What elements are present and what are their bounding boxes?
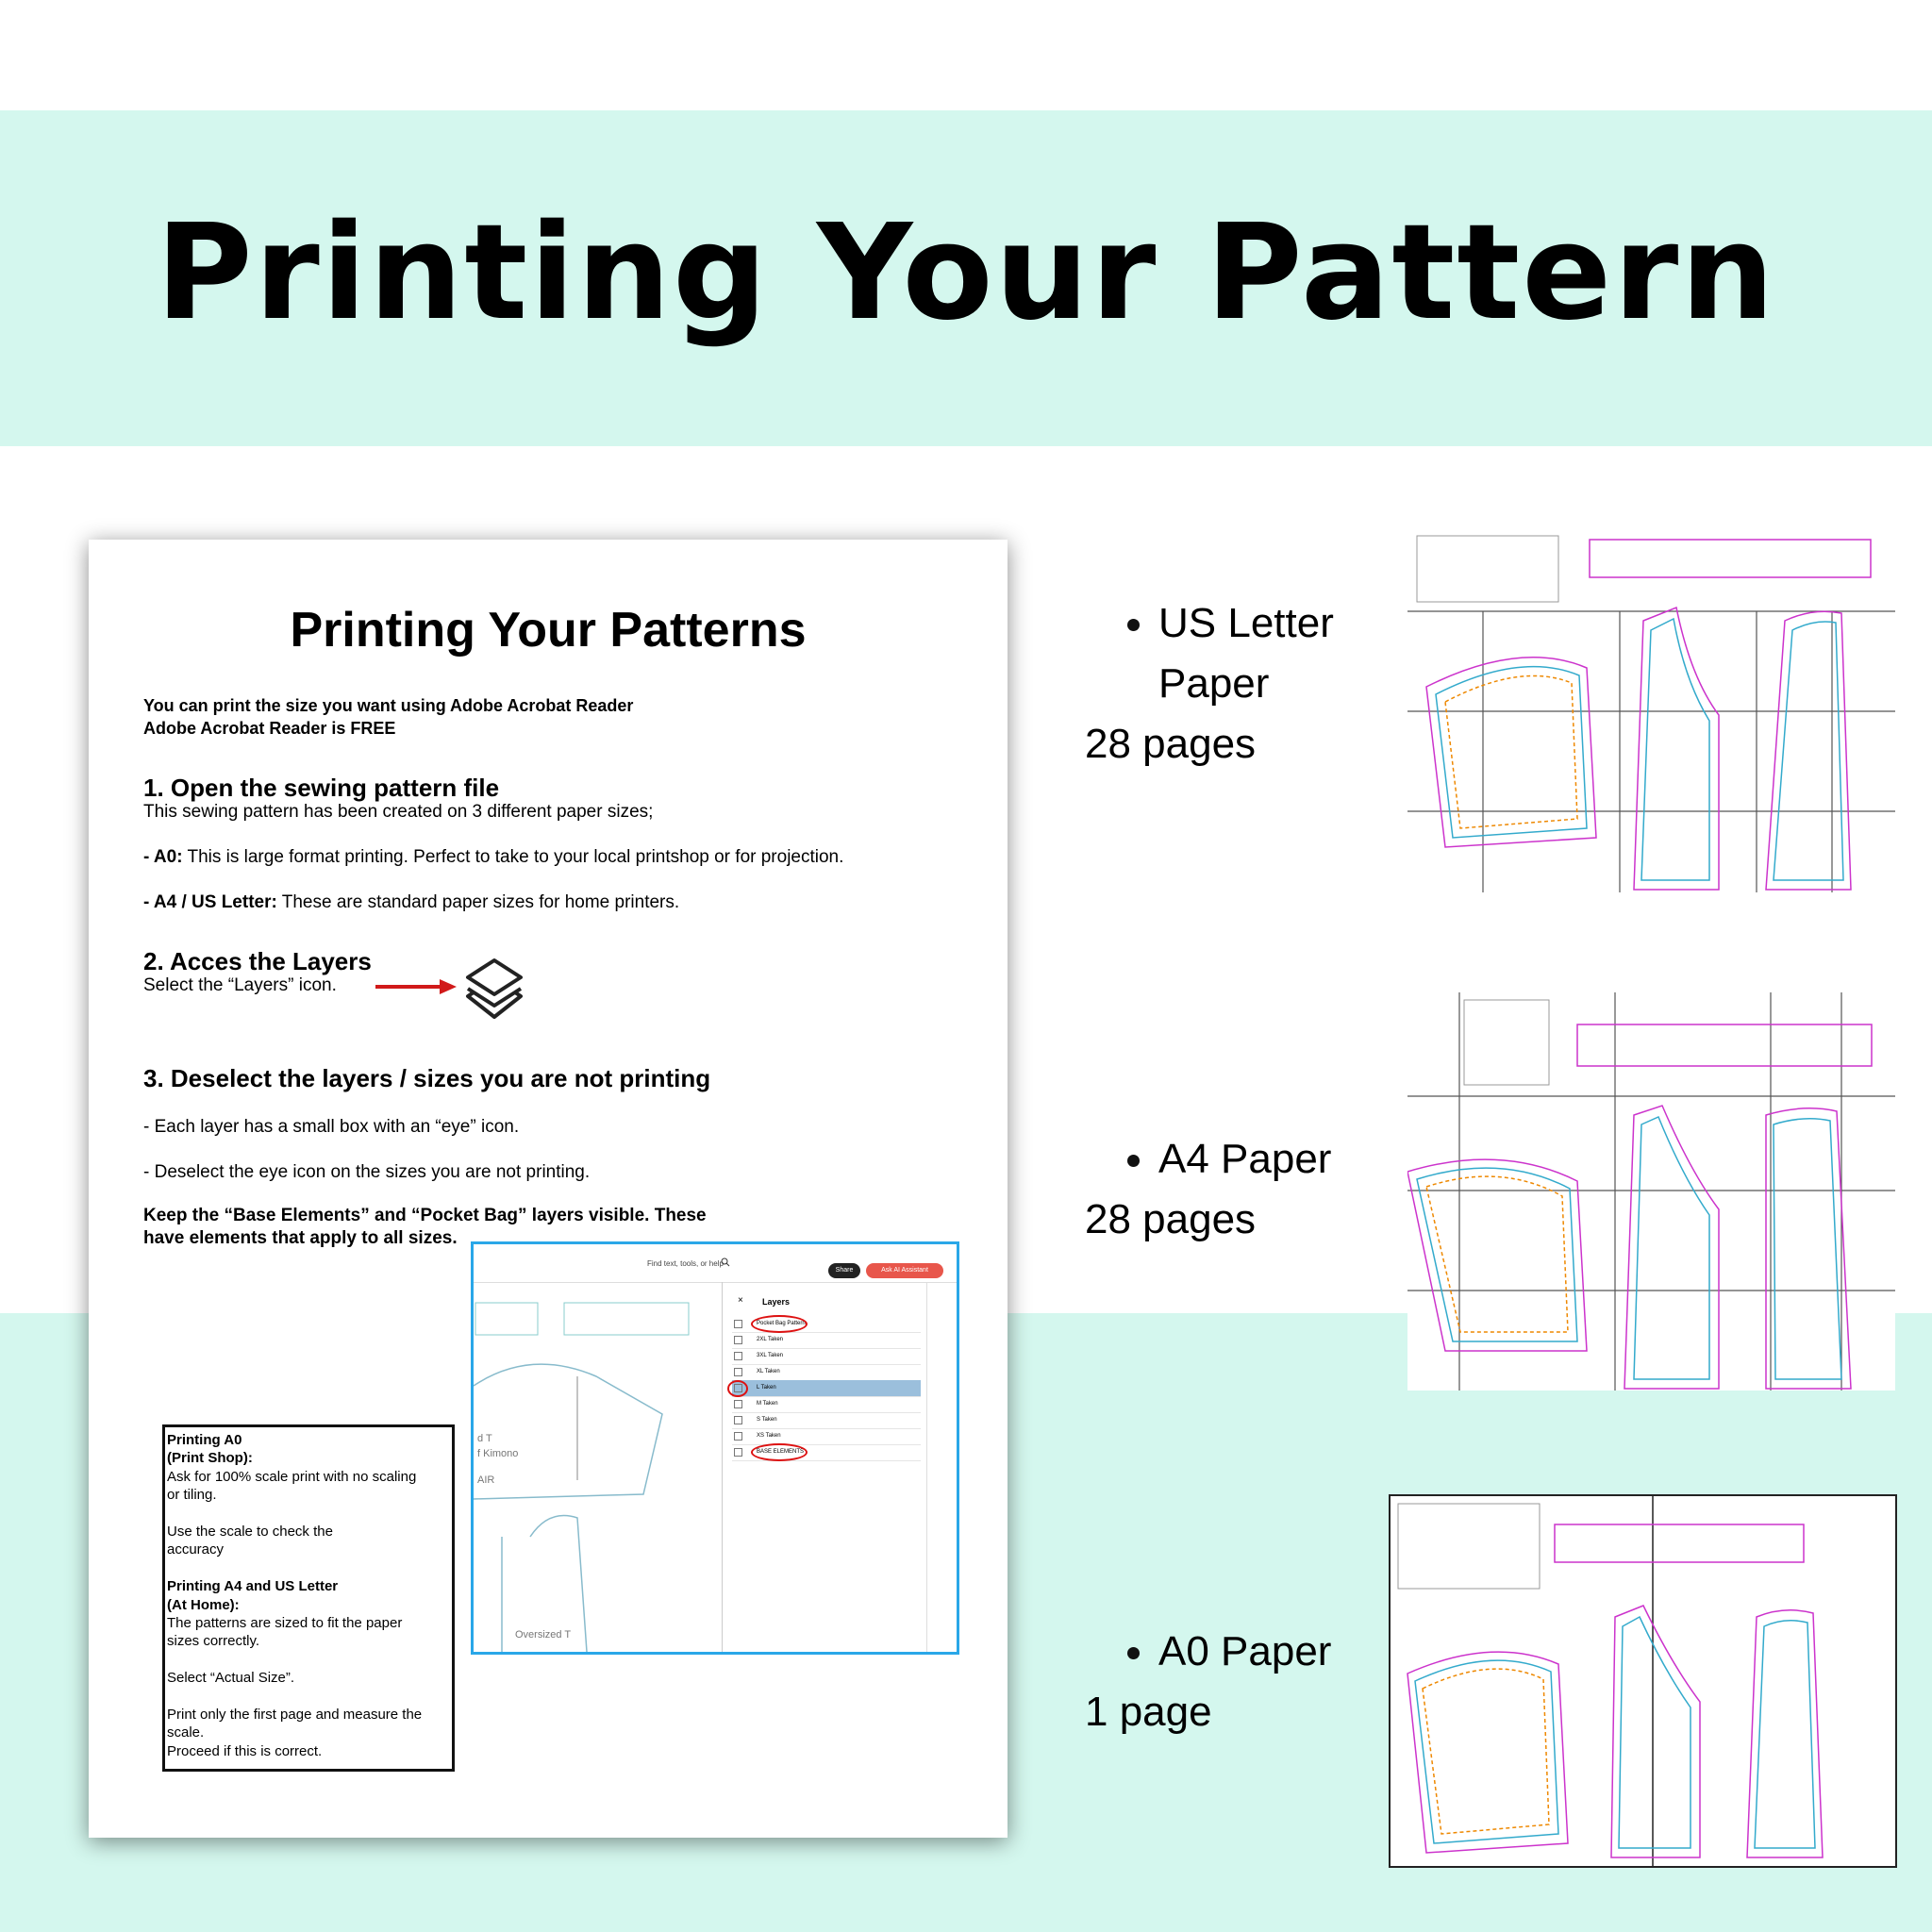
a4-paper-label: A4 Paper xyxy=(1158,1136,1332,1182)
step3-text-2: - Deselect the eye icon on the sizes you are not printing. xyxy=(143,1162,591,1182)
info-line: Select “Actual Size”. xyxy=(167,1670,295,1687)
info-line: The patterns are sized to fit the paper xyxy=(167,1615,403,1631)
layer-label: 3XL Taken xyxy=(757,1353,784,1358)
eye-checkbox xyxy=(734,1352,742,1360)
layer-label: L Taken xyxy=(757,1385,776,1391)
note-line-1: Keep the “Base Elements” and “Pocket Bag” layers visible. These xyxy=(143,1206,707,1225)
a0-text: This is large format printing. Perfect to take to your local printshop or for projection. xyxy=(182,847,844,867)
step2-text: Select the “Layers” icon. xyxy=(143,975,337,995)
eye-checkbox xyxy=(734,1448,742,1457)
step3-heading: 3. Deselect the layers / sizes you are not printing xyxy=(143,1064,711,1092)
eye-checkbox xyxy=(734,1336,742,1344)
info-line: Ask for 100% scale print with no scaling xyxy=(167,1468,417,1485)
info-line: Use the scale to check the xyxy=(167,1524,333,1540)
layers-panel xyxy=(722,1282,926,1652)
layer-label: XS Taken xyxy=(757,1433,781,1439)
page-title: Printing Your Pattern xyxy=(156,196,1776,350)
a0-paper-pages: 1 page xyxy=(1085,1689,1212,1735)
pattern-canvas xyxy=(474,1282,721,1652)
eye-checkbox xyxy=(734,1416,742,1424)
info-line: scale. xyxy=(167,1724,205,1741)
note-line-2: have elements that apply to all sizes. xyxy=(143,1228,458,1248)
find-text-field: Find text, tools, or help xyxy=(647,1259,724,1268)
acrobat-toolbar xyxy=(474,1244,957,1283)
info-line: Printing A4 and US Letter xyxy=(167,1578,339,1595)
eye-checkbox xyxy=(734,1368,742,1376)
info-line: Print only the first page and measure the xyxy=(167,1707,423,1723)
layers-panel-title: Layers xyxy=(762,1297,791,1307)
layer-row xyxy=(732,1380,921,1397)
layer-label: S Taken xyxy=(757,1417,777,1423)
highlight-ring xyxy=(751,1443,808,1461)
layer-label: XL Taken xyxy=(757,1369,780,1374)
us-letter-label: US Letter xyxy=(1158,600,1334,646)
sheet-title: Printing Your Patterns xyxy=(290,603,807,658)
step3-text-1: - Each layer has a small box with an “eye” icon. xyxy=(143,1117,520,1137)
close-icon: × xyxy=(738,1295,743,1306)
layer-row xyxy=(732,1412,921,1429)
eye-checkbox xyxy=(734,1320,742,1328)
highlight-ring xyxy=(751,1315,808,1333)
step2-heading: 2. Acces the Layers xyxy=(143,947,372,975)
a0-paper-label: A0 Paper xyxy=(1158,1628,1332,1674)
layer-row xyxy=(732,1332,921,1349)
step1-text: This sewing pattern has been created on 3 different paper sizes; xyxy=(143,802,654,822)
step1-a4 xyxy=(143,892,679,913)
intro-line-2: Adobe Acrobat Reader is FREE xyxy=(143,719,396,738)
info-line: accuracy xyxy=(167,1541,225,1558)
layer-row xyxy=(732,1428,921,1445)
step1-heading: 1. Open the sewing pattern file xyxy=(143,774,500,802)
us-letter-pattern-preview xyxy=(1407,526,1895,892)
eye-checkbox xyxy=(734,1432,742,1441)
eye-checkbox xyxy=(734,1400,742,1408)
acrobat-right-rail xyxy=(926,1282,958,1652)
layer-row xyxy=(732,1396,921,1413)
info-line: sizes correctly. xyxy=(167,1633,260,1650)
layer-label: Pocket Bag Pattern xyxy=(757,1321,806,1326)
bullet-a0 xyxy=(1127,1647,1140,1659)
a4-text: These are standard paper sizes for home printers. xyxy=(276,892,680,912)
layer-row xyxy=(732,1348,921,1365)
a0-label: - A0: xyxy=(143,847,183,867)
canvas-label-3: AIR xyxy=(477,1474,495,1486)
search-icon xyxy=(721,1257,730,1267)
red-arrow-icon xyxy=(375,977,457,996)
bullet-a4 xyxy=(1127,1155,1140,1167)
layer-row xyxy=(732,1316,921,1333)
bullet-us-letter xyxy=(1127,619,1140,631)
layer-row xyxy=(732,1444,921,1461)
intro-line-1: You can print the size you want using Adobe Acrobat Reader xyxy=(143,696,634,715)
us-letter-label-2: Paper xyxy=(1158,660,1270,707)
share-button: Share xyxy=(828,1263,860,1278)
acrobat-screenshot xyxy=(471,1241,959,1655)
canvas-label-2: f Kimono xyxy=(477,1448,519,1459)
layer-label: M Taken xyxy=(757,1401,778,1407)
a0-pattern-preview xyxy=(1389,1494,1897,1868)
info-line: or tiling. xyxy=(167,1487,217,1504)
instruction-sheet xyxy=(89,540,1008,1838)
us-letter-pages: 28 pages xyxy=(1085,721,1257,767)
info-line: Printing A0 xyxy=(167,1432,242,1448)
layer-label: 2XL Taken xyxy=(757,1337,784,1342)
printing-info-box xyxy=(162,1424,455,1772)
layers-icon xyxy=(460,955,528,1023)
canvas-label-4: Oversized T xyxy=(515,1629,572,1641)
canvas-label-1: d T xyxy=(477,1433,492,1444)
info-line: (At Home): xyxy=(167,1596,240,1613)
a4-paper-pages: 28 pages xyxy=(1085,1196,1257,1242)
eye-highlight-ring xyxy=(727,1380,748,1397)
a4-label: - A4 / US Letter: xyxy=(143,892,277,912)
info-line: (Print Shop): xyxy=(167,1450,253,1467)
layer-row xyxy=(732,1364,921,1381)
step1-a0 xyxy=(143,847,843,868)
a4-pattern-preview xyxy=(1407,992,1895,1391)
ai-assistant-button: Ask AI Assistant xyxy=(866,1263,943,1278)
layer-label: BASE ELEMENTS xyxy=(757,1449,805,1455)
info-line: Proceed if this is correct. xyxy=(167,1742,323,1759)
